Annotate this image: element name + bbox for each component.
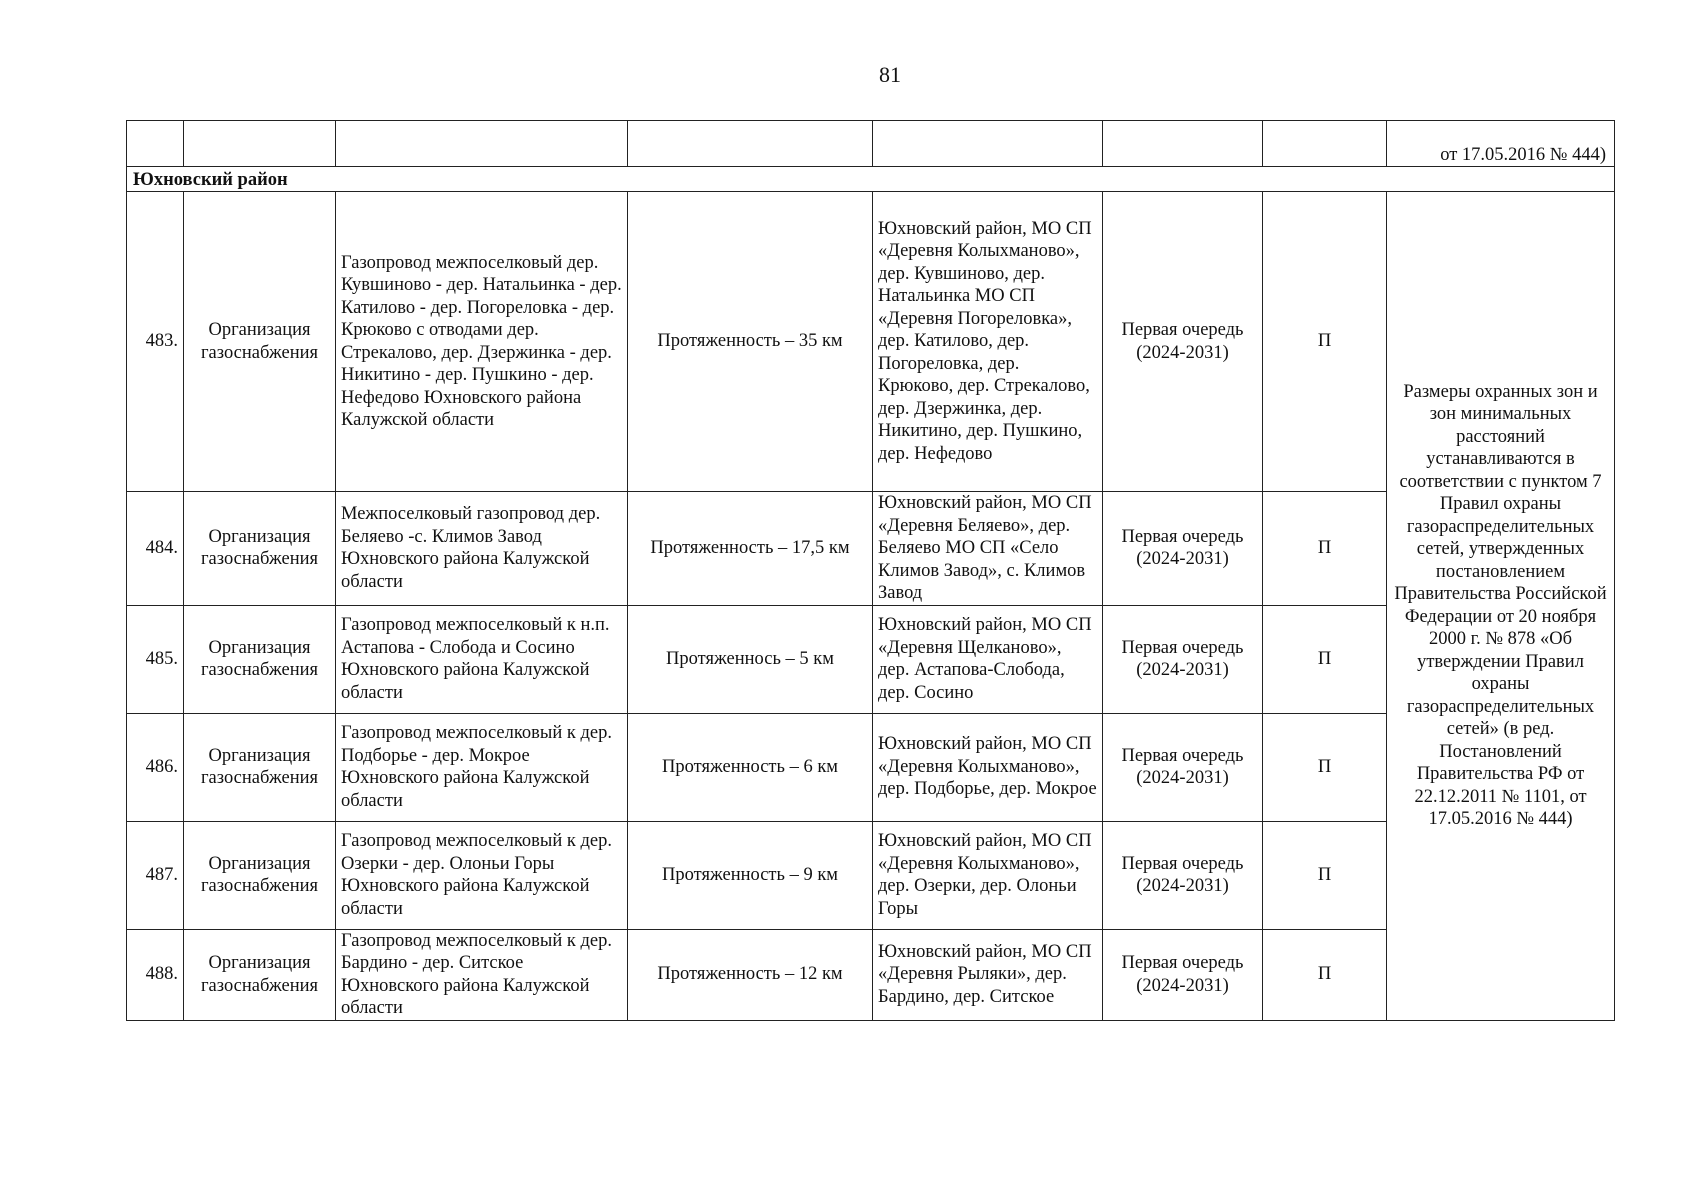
construction-phase: Первая очередь (2024-2031) [1103, 192, 1263, 492]
object-purpose: Организация газоснабжения [184, 192, 336, 492]
object-description: Межпоселковый газопровод дер. Беляево -с. Климов Завод Юхновского района Калужской области [336, 492, 628, 606]
object-length: Протяженность – 12 км [628, 929, 873, 1020]
construction-phase: Первая очередь (2024-2031) [1103, 713, 1263, 821]
row-number: 484. [127, 492, 184, 606]
object-length: Протяженность – 35 км [628, 192, 873, 492]
object-status: П [1263, 929, 1387, 1020]
object-location: Юхновский район, МО СП «Деревня Беляево», дер. Беляево МО СП «Село Климов Завод», с. Климов Завод [873, 492, 1103, 606]
row-number: 483. [127, 192, 184, 492]
object-purpose: Организация газоснабжения [184, 821, 336, 929]
object-location: Юхновский район, МО СП «Деревня Колыхманово», дер. Озерки, дер. Олоньи Горы [873, 821, 1103, 929]
object-location: Юхновский район, МО СП «Деревня Рыляки», дер. Бардино, дер. Ситское [873, 929, 1103, 1020]
table-header-stub [127, 121, 1615, 167]
object-length: Протяженнось – 5 км [628, 605, 873, 713]
object-description: Газопровод межпоселковый дер. Кувшиново - дер. Натальинка - дер. Катилово - дер. Погореловка - дер. Крюково с отводами дер. Стрекалово, дер. Дзержинка - дер. Никитино - дер. Пушкино - дер. Нефедово Юхновского района Калужской области [336, 192, 628, 492]
construction-phase: Первая очередь (2024-2031) [1103, 821, 1263, 929]
object-status: П [1263, 713, 1387, 821]
row-number: 488. [127, 929, 184, 1020]
object-length: Протяженность – 9 км [628, 821, 873, 929]
object-status: П [1263, 821, 1387, 929]
object-location: Юхновский район, МО СП «Деревня Колыхманово», дер. Кувшиново, дер. Натальинка МО СП «Деревня Погореловка», дер. Катилово, дер. Погореловка, дер. Крюково, дер. Стрекалово, дер. Дзержинка, дер. Никитино, дер. Пушкино, дер. Нефедово [873, 192, 1103, 492]
construction-phase: Первая очередь (2024-2031) [1103, 929, 1263, 1020]
construction-phase: Первая очередь (2024-2031) [1103, 605, 1263, 713]
object-description: Газопровод межпоселковый к н.п. Астапова - Слобода и Сосино Юхновского района Калужской области [336, 605, 628, 713]
construction-phase: Первая очередь (2024-2031) [1103, 492, 1263, 606]
row-number: 485. [127, 605, 184, 713]
object-purpose: Организация газоснабжения [184, 713, 336, 821]
section-row [127, 167, 1615, 192]
protection-zone-note: Размеры охранных зон и зон минимальных расстояний устанавливаются в соответствии с пунктом 7 Правил охраны газораспределительных сетей, утвержденных постановлением Правительства Российской Федерации от 20 ноября 2000 г. № 878 «Об утверждении Правил охраны газораспределительных сетей» (в ред. Постановлений Правительства РФ от 22.12.2011 № 1101, от 17.05.2016 № 444) [1387, 192, 1615, 1021]
object-purpose: Организация газоснабжения [184, 492, 336, 606]
object-purpose: Организация газоснабжения [184, 929, 336, 1020]
header-stub-note: от 17.05.2016 № 444) [1387, 121, 1615, 167]
object-status: П [1263, 605, 1387, 713]
row-number: 486. [127, 713, 184, 821]
objects-table [126, 120, 1615, 1021]
page-number: 81 [879, 62, 901, 87]
object-length: Протяженность – 17,5 км [628, 492, 873, 606]
object-length: Протяженность – 6 км [628, 713, 873, 821]
object-description: Газопровод межпоселковый к дер. Подборье - дер. Мокрое Юхновского района Калужской области [336, 713, 628, 821]
object-status: П [1263, 492, 1387, 606]
object-location: Юхновский район, МО СП «Деревня Щелканово», дер. Астапова-Слобода, дер. Сосино [873, 605, 1103, 713]
object-purpose: Организация газоснабжения [184, 605, 336, 713]
object-status: П [1263, 192, 1387, 492]
object-description: Газопровод межпоселковый к дер. Бардино - дер. Ситское Юхновского района Калужской области [336, 929, 628, 1020]
object-description: Газопровод межпоселковый к дер. Озерки - дер. Олоньи Горы Юхновского района Калужской области [336, 821, 628, 929]
object-location: Юхновский район, МО СП «Деревня Колыхманово», дер. Подборье, дер. Мокрое [873, 713, 1103, 821]
table-row [127, 192, 1615, 492]
row-number: 487. [127, 821, 184, 929]
section-title: Юхновский район [127, 167, 1615, 192]
